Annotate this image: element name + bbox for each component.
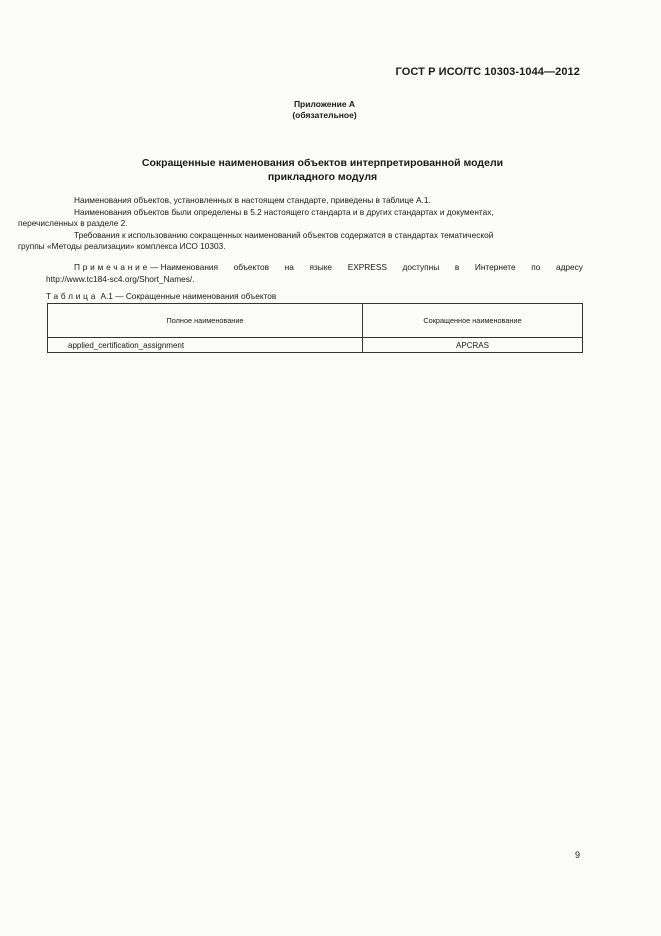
note-label: Примечание <box>74 261 151 272</box>
note-word-5: доступны <box>402 261 440 272</box>
appendix-status: (обязательное) <box>292 110 357 120</box>
table-caption-label: Таблица <box>46 291 99 301</box>
note <box>46 262 583 285</box>
appendix-label: Приложение А <box>293 99 356 109</box>
note-word-0: — Наименования <box>150 261 219 272</box>
note-word-3: языке <box>309 261 333 272</box>
table-header-row <box>48 304 583 338</box>
note-url: http://www.tc184-sc4.org/Short_Names/. <box>46 273 195 284</box>
appendix-heading <box>0 99 661 121</box>
cell-full-name: applied_certification_assignment <box>48 338 363 353</box>
paragraph-1: Наименования объектов, установленных в настоящем стандарте, приведены в таблице А.1. <box>74 195 431 205</box>
header-full-name: Полное наименование <box>48 304 363 338</box>
paragraph-2: Наименования объектов были определены в 5.2 настоящего стандарта и в других стандартах и документах, перечисленных в разделе 2. <box>18 206 494 229</box>
cell-short-name: APCRAS <box>363 338 583 353</box>
note-word-2: на <box>284 261 294 272</box>
note-word-1: объектов <box>233 261 269 272</box>
document-code: ГОСТ Р ИСО/ТС 10303-1044—2012 <box>395 66 580 78</box>
note-word-9: адресу <box>555 261 583 272</box>
title-line-2: прикладного модуля <box>267 171 378 183</box>
appendix-title <box>0 156 661 184</box>
title-line-1: Сокращенные наименования объектов интерпретированной модели <box>141 157 504 169</box>
note-label-and-text <box>74 262 218 274</box>
note-word-8: по <box>531 261 541 272</box>
table-row <box>48 338 583 353</box>
table-caption <box>46 291 276 301</box>
note-first-line <box>46 262 583 274</box>
body-text <box>18 195 583 285</box>
short-names-table <box>47 303 583 353</box>
note-word-7: Интернете <box>474 261 516 272</box>
paragraph-3: Требования к использованию сокращенных наименований объектов содержатся в стандартах тематической группы «Методы реализации» комплекса ИСО 10303. <box>18 229 494 252</box>
note-word-4: EXPRESS <box>347 261 387 272</box>
table-caption-text: А.1 — Сокращенные наименования объектов <box>100 291 277 301</box>
page-number: 9 <box>575 850 581 860</box>
note-word-6: в <box>454 261 460 272</box>
header-short-name: Сокращенное наименование <box>363 304 583 338</box>
